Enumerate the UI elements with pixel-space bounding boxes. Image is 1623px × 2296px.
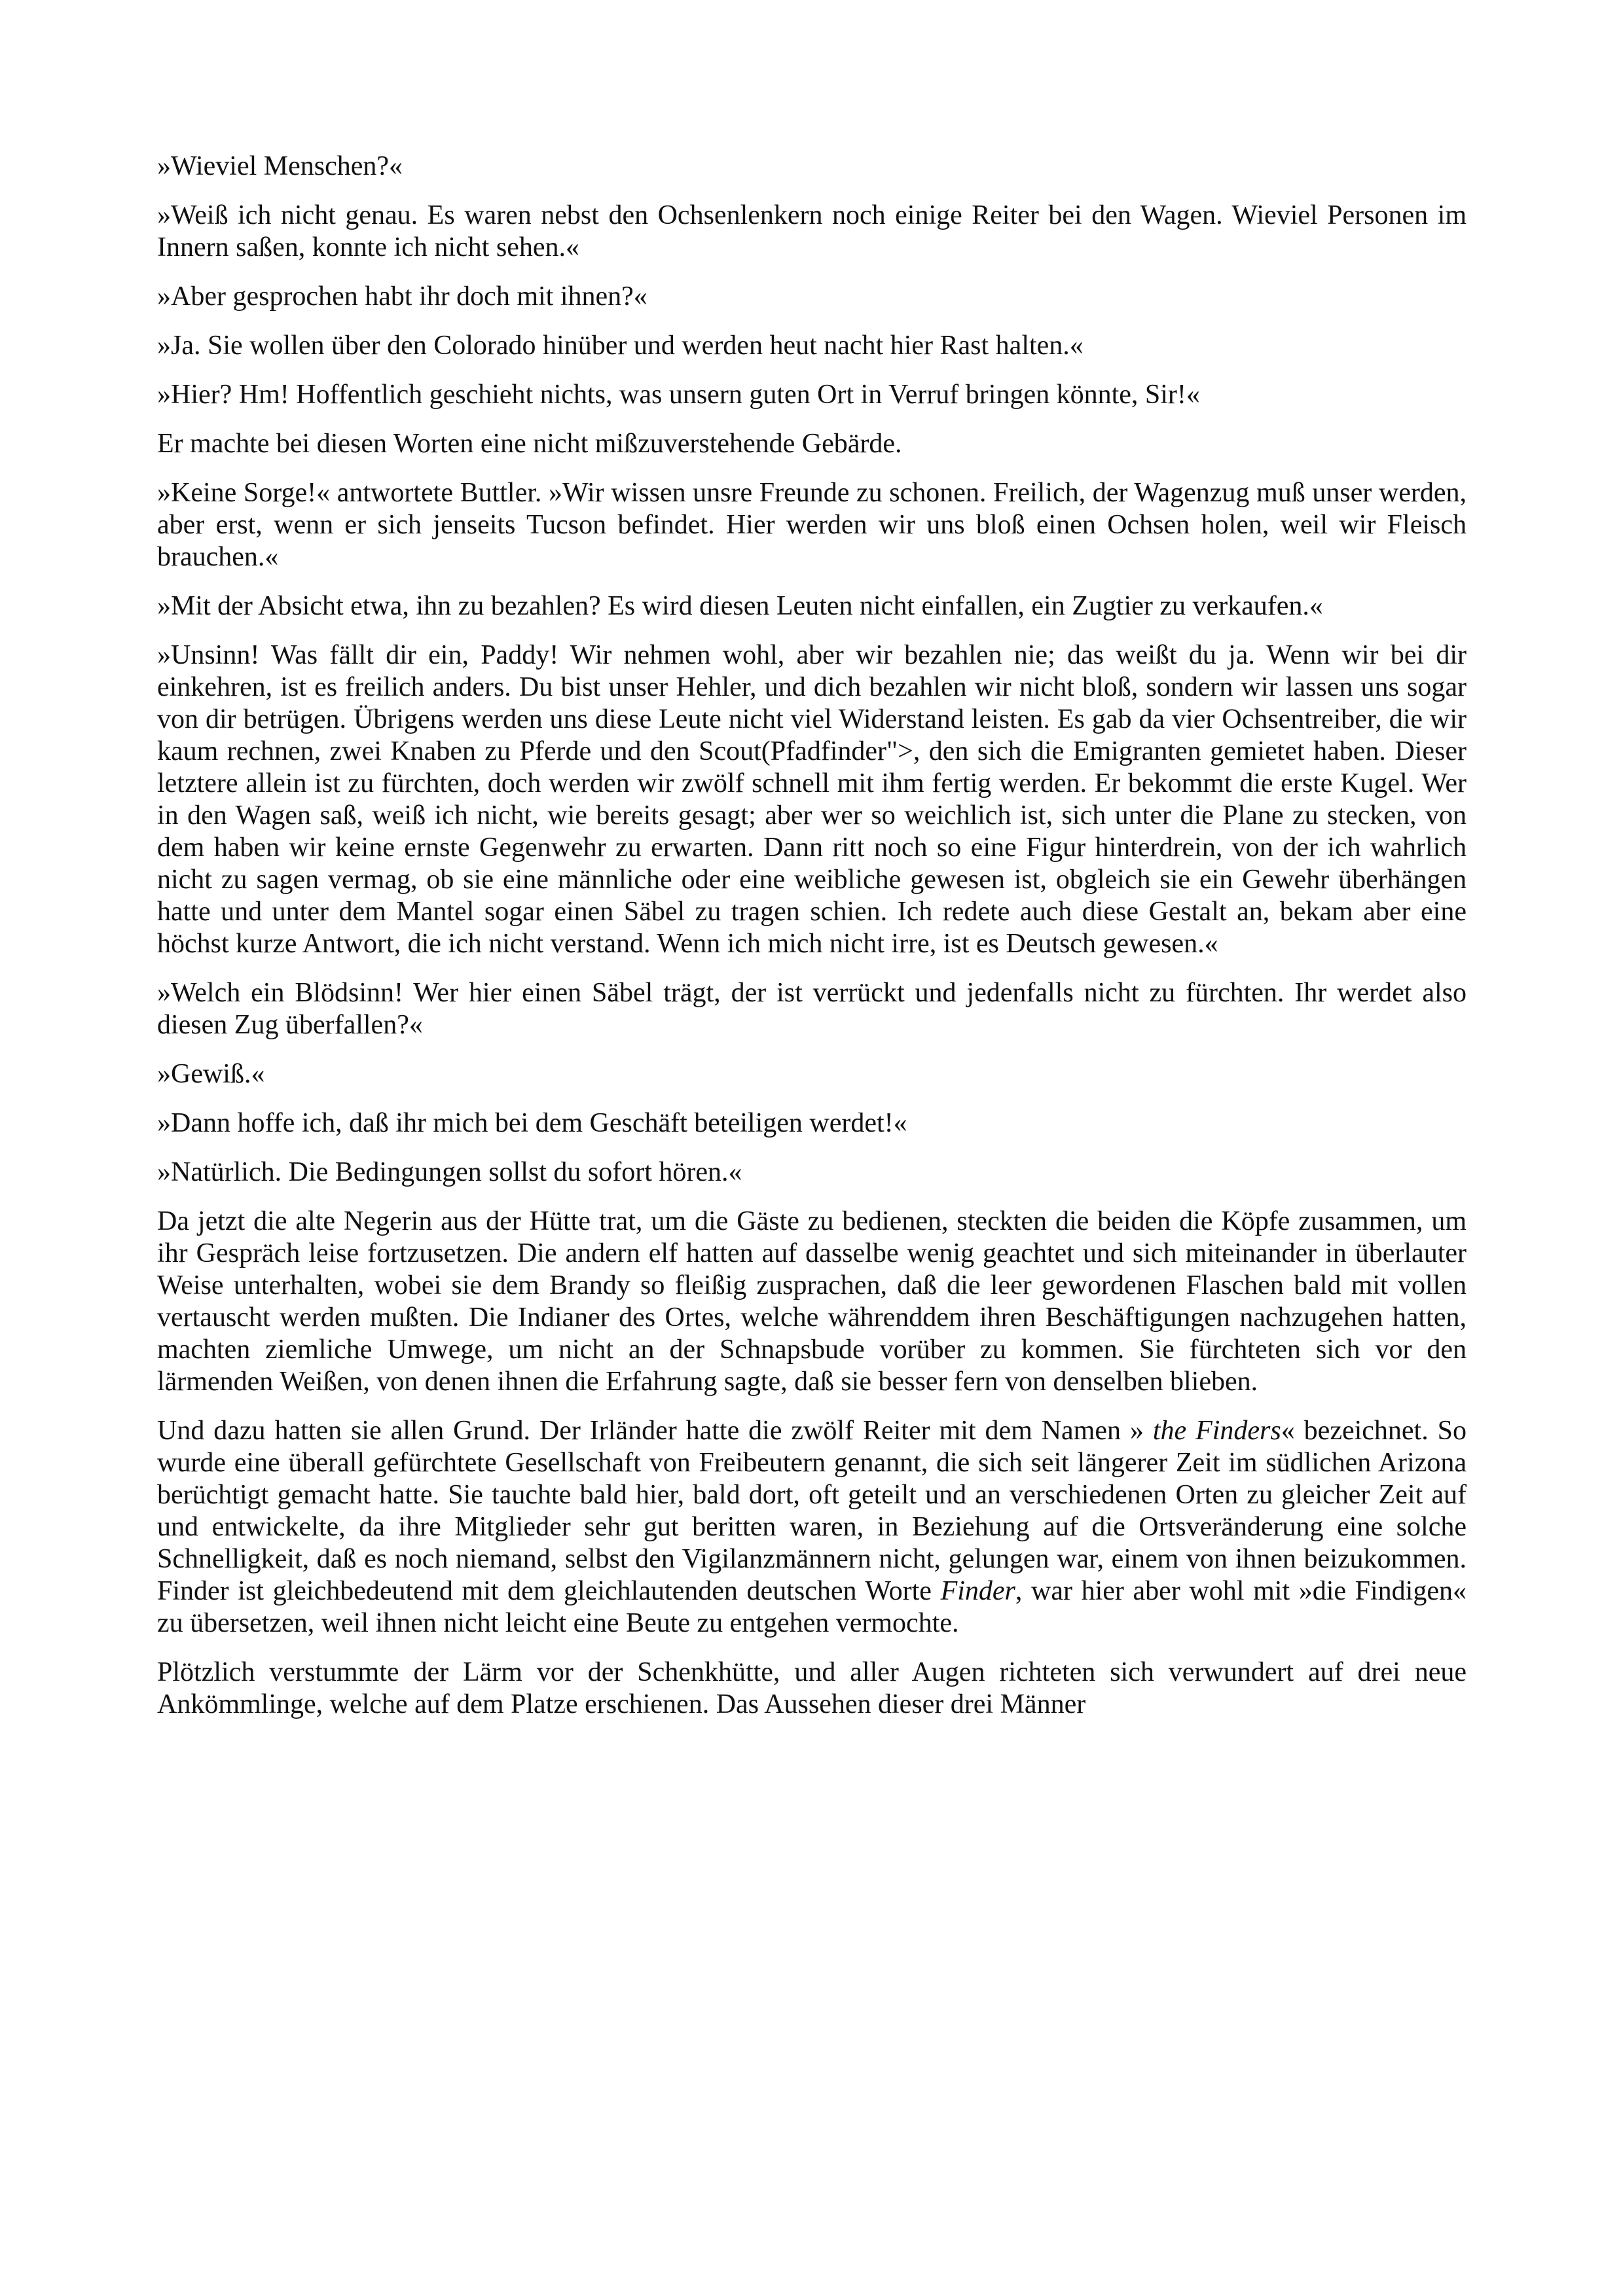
paragraph-aber-gesprochen: »Aber gesprochen habt ihr doch mit ihnen?« xyxy=(157,281,647,312)
paragraph-dann-hoffe: »Dann hoffe ich, daß ihr mich bei dem Geschäft beteiligen werdet!« xyxy=(157,1108,907,1138)
paragraph-negerin: Da jetzt die alte Negerin aus der Hütte trat, um die Gäste zu bedienen, steckten die beiden die Köpfe zusammen, um ihr Gespräch leise fortzusetzen. Die andern elf hatten auf dasselbe wenig geachtet und sich miteinander in überlauter Weise unterhalten, wobei sie dem Brandy so fleißig zusprachen, daß die leer gewordenen Flaschen bald mit vollen vertauscht werden mußten. Die Indianer des Ortes, welche währenddem ihren Beschäftigungen nachzugehen hatten, machten ziemliche Umwege, um nicht an der Schnapsbude vorüber zu kommen. Sie fürchteten sich vor den lärmenden Weißen, von denen ihnen die Erfahrung sagte, daß sie besser fern von denselben blieben. xyxy=(157,1206,1467,1397)
paragraph-keine-sorge: »Keine Sorge!« antwortete Buttler. »Wir wissen unsre Freunde zu schonen. Freilich, der Wagenzug muß unser werden, aber erst, wenn er sich jenseits Tucson befindet. Hier werden wir uns bloß einen Ochsen holen, weil wir Fleisch brauchen.« xyxy=(157,478,1467,572)
paragraph-blodsinn: »Welch ein Blödsinn! Wer hier einen Säbel trägt, der ist verrückt und jedenfalls nicht zu fürchten. Ihr werdet also diesen Zug überfallen?« xyxy=(157,978,1467,1040)
finder-italic-word: Finder xyxy=(940,1576,1015,1606)
paragraph-hier-hm: »Hier? Hm! Hoffentlich geschieht nichts, was unsern guten Ort in Verruf bringen könnte, Sir!« xyxy=(157,380,1200,410)
paragraph-gewiss: »Gewiß.« xyxy=(157,1059,265,1089)
finders-text-2: « bezeichnet. So wurde eine überall gefürchtete Gesellschaft von Freibeutern genannt, die sich seit längerer Zeit im südlichen Arizona berüchtigt gemacht hatte. Sie tauchte bald hier, bald dort, oft geteilt und an verschiedenen Orten zu gleicher Zeit auf und entwickelte, da ihre Mitglieder sehr gut beritten waren, in Beziehung auf die Ortsveränderung eine solche Schnelligkeit, daß es noch niemand, selbst den Vigilanzmännern nicht, gelungen war, einem von ihnen beizukommen. Finder ist gleichbedeutend mit dem gleichlautenden deutschen Worte xyxy=(157,1416,1467,1606)
paragraph-unsinn-paddy: »Unsinn! Was fällt dir ein, Paddy! Wir nehmen wohl, aber wir bezahlen nie; das weißt du ja. Wenn wir bei dir einkehren, ist es freilich anders. Du bist unser Hehler, und dich bezahlen wir nicht bloß, sondern wir lassen uns sogar von dir betrügen. Übrigens werden uns diese Leute nicht viel Widerstand leisten. Es gab da vier Ochsentreiber, die wir kaum rechnen, zwei Knaben zu Pferde und den Scout(Pfadfinder">, den sich die Emigranten gemietet haben. Dieser letztere allein ist zu fürchten, doch werden wir zwölf schnell mit ihm fertig werden. Er bekommt die erste Kugel. Wer in den Wagen saß, weiß ich nicht, wie bereits gesagt; aber wer so weichlich ist, sich unter die Plane zu stecken, von dem haben wir keine ernste Gegenwehr zu erwarten. Dann ritt noch so eine Figur hinterdrein, von der ich wahrlich nicht zu sagen vermag, ob sie eine männliche oder eine weibliche gewesen ist, obgleich sie ein Gewehr überhängen hatte und unter dem Mantel sogar einen Säbel zu tragen schien. Ich redete auch diese Gestalt an, bekam aber eine höchst kurze Antwort, die ich nicht verstand. Wenn ich mich nicht irre, ist es Deutsch gewesen.« xyxy=(157,640,1467,959)
paragraph-wieviel-menschen: »Wieviel Menschen?« xyxy=(157,151,403,181)
paragraph-gebaerde: Er machte bei diesen Worten eine nicht mißzuverstehende Gebärde. xyxy=(157,429,902,459)
paragraph-ploetzlich: Plötzlich verstummte der Lärm vor der Schenkhütte, und aller Augen richteten sich verwundert auf drei neue Ankömmlinge, welche auf dem Platze erschienen. Das Aussehen dieser drei Männer xyxy=(157,1657,1467,1719)
paragraph-absicht-bezahlen: »Mit der Absicht etwa, ihn zu bezahlen? Es wird diesen Leuten nicht einfallen, ein Zugtier zu verkaufen.« xyxy=(157,591,1323,621)
document-page xyxy=(157,151,1467,1738)
paragraph-natuerlich: »Natürlich. Die Bedingungen sollst du sofort hören.« xyxy=(157,1157,742,1187)
finders-text-3: , war hier aber wohl mit »die Findigen« zu übersetzen, weil ihnen nicht leicht eine Beute zu entgehen vermochte. xyxy=(157,1576,1467,1638)
paragraph-the-finders xyxy=(157,1415,1467,1640)
paragraph-colorado: »Ja. Sie wollen über den Colorado hinüber und werden heut nacht hier Rast halten.« xyxy=(157,331,1084,361)
finders-text-1: Und dazu hatten sie allen Grund. Der Irländer hatte die zwölf Reiter mit dem Namen » xyxy=(157,1416,1153,1446)
finders-italic-name: the Finders xyxy=(1152,1416,1281,1446)
paragraph-weiss-nicht-genau: »Weiß ich nicht genau. Es waren nebst den Ochsenlenkern noch einige Reiter bei den Wagen. Wieviel Personen im Innern saßen, konnte ich nicht sehen.« xyxy=(157,200,1467,262)
